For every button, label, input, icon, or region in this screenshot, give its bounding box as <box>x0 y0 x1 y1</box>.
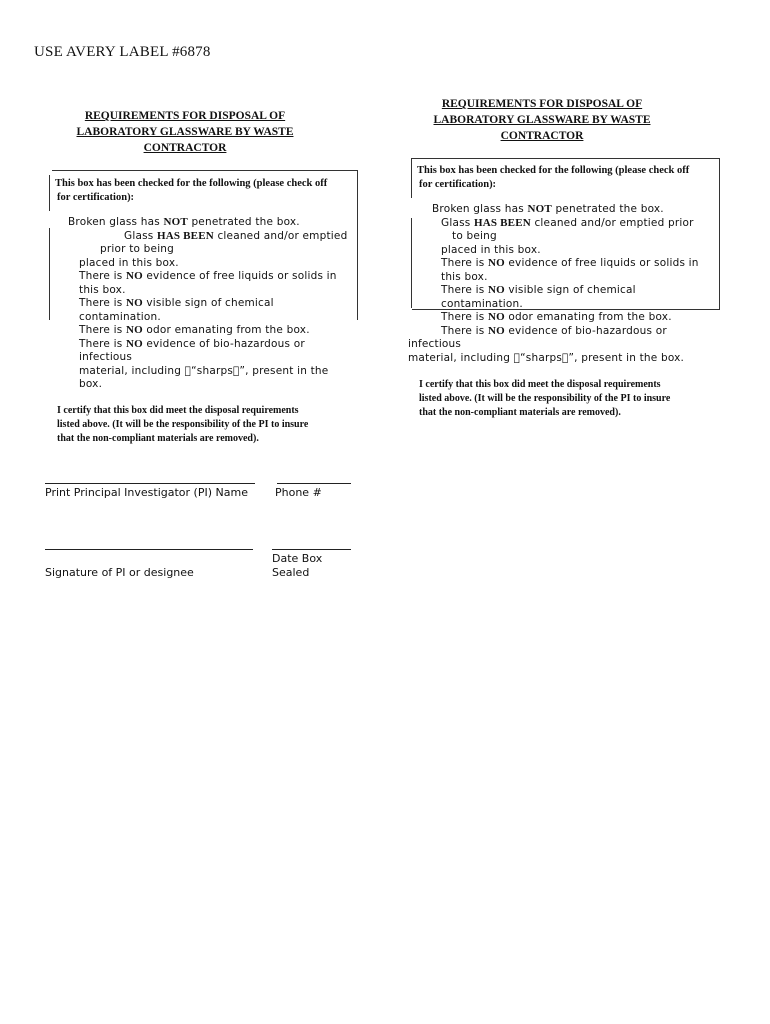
req-bio-cont: infectious <box>79 351 133 363</box>
right-certify <box>419 378 719 420</box>
date-box-label: Date Box Sealed <box>272 552 323 579</box>
title-line-3: CONTRACTOR <box>143 142 227 154</box>
title-line-1: REQUIREMENTS FOR DISPOSAL OF <box>441 98 643 110</box>
page-header: USE AVERY LABEL #6878 <box>34 44 211 60</box>
req-placed: placed in this box. <box>79 256 179 269</box>
req-bio: There is NO evidence of bio-hazardous or <box>79 337 305 350</box>
req-visible-cont: contamination. <box>441 297 523 310</box>
req-sharps: material, including  “sharps ”, present in the box. <box>408 351 685 364</box>
req-visible: There is NO visible sign of chemical <box>441 284 636 296</box>
right-requirements <box>408 203 699 365</box>
phone-line[interactable] <box>277 483 351 484</box>
right-box-left-border <box>411 158 412 198</box>
title-line-1: REQUIREMENTS FOR DISPOSAL OF <box>84 110 286 122</box>
certify-line-3: that the non-compliant materials are removed). <box>57 433 259 444</box>
certify-line-1: I certify that this box did meet the disposal requirements <box>57 405 299 416</box>
phone-label: Phone # <box>275 486 322 499</box>
left-box-left-border-2 <box>49 228 50 320</box>
intro-line-1: This box has been checked for the following (please check off <box>55 178 328 189</box>
left-certify <box>57 404 357 446</box>
certify-line-3: that the non-compliant materials are removed). <box>419 407 621 418</box>
req-glass-cleaned: Glass HAS BEEN cleaned and/or emptied prior <box>441 216 694 229</box>
req-liquids: There is NO evidence of free liquids or solids in <box>79 270 337 282</box>
certify-line-2: listed above. (It will be the responsibility of the PI to insure <box>419 393 671 404</box>
req-visible: There is NO visible sign of chemical <box>79 297 274 309</box>
certify-line-2: listed above. (It will be the responsibility of the PI to insure <box>57 419 309 430</box>
date-sealed-line[interactable] <box>272 549 351 550</box>
left-intro <box>55 177 360 205</box>
req-broken-glass: Broken glass has NOT penetrated the box. <box>68 216 300 228</box>
right-label-title <box>400 96 684 144</box>
intro-line-2: for certification): <box>419 179 497 190</box>
req-glass-cleaned: Glass HAS BEEN cleaned and/or emptied <box>124 229 348 242</box>
req-placed: placed in this box. <box>441 243 541 256</box>
req-visible-cont: contamination. <box>79 310 161 323</box>
req-bio: There is NO evidence of bio-hazardous or <box>441 324 667 337</box>
title-line-2: LABORATORY GLASSWARE BY WASTE <box>76 126 294 138</box>
req-liquids-cont: this box. <box>79 283 126 296</box>
left-box-left-border <box>49 175 50 211</box>
right-intro <box>417 164 717 192</box>
req-liquids: There is NO evidence of free liquids or solids in <box>441 257 699 269</box>
req-sharps-2: box. <box>79 378 103 390</box>
signature-label: Signature of PI or designee <box>45 566 194 579</box>
left-requirements <box>68 216 347 392</box>
title-line-2: LABORATORY GLASSWARE BY WASTE <box>433 114 651 126</box>
req-broken-glass: Broken glass has NOT penetrated the box. <box>432 203 664 215</box>
title-line-3: CONTRACTOR <box>500 130 584 142</box>
req-glass-cont: to being <box>452 230 497 242</box>
left-label-title <box>40 108 330 156</box>
req-sharps-1: material, including  “sharps ”, present in the <box>79 364 329 377</box>
intro-line-2: for certification): <box>57 192 135 203</box>
req-liquids-cont: this box. <box>441 270 488 283</box>
req-odor: There is NO odor emanating from the box. <box>79 324 310 336</box>
req-glass-cont: prior to being <box>100 243 175 255</box>
req-odor: There is NO odor emanating from the box. <box>441 311 672 323</box>
certify-line-1: I certify that this box did meet the disposal requirements <box>419 379 661 390</box>
intro-line-1: This box has been checked for the following (please check off <box>417 165 690 176</box>
pi-name-line[interactable] <box>45 483 255 484</box>
signature-line[interactable] <box>45 549 253 550</box>
left-box-top-border <box>52 170 358 171</box>
pi-name-label: Print Principal Investigator (PI) Name <box>45 486 248 499</box>
req-bio-cont: infectious <box>408 338 462 350</box>
